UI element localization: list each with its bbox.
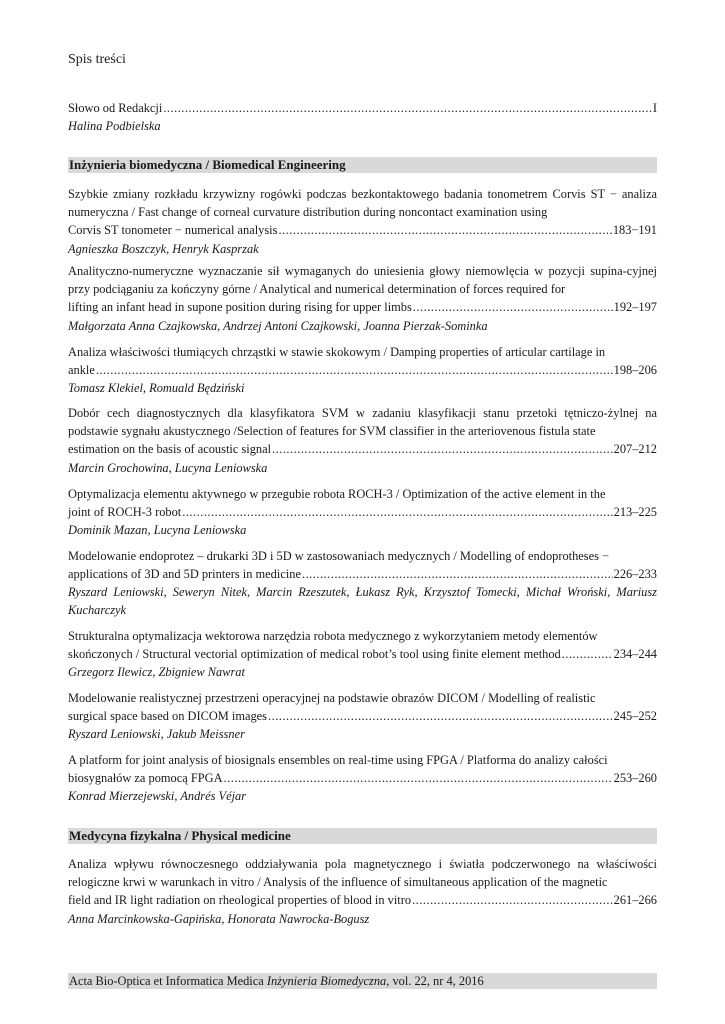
dot-leader: [224, 769, 613, 787]
entry-pages: 192–197: [613, 300, 657, 315]
toc-entry[interactable]: [68, 262, 657, 335]
editorial-author: Halina Podbielska: [68, 119, 161, 133]
entry-last-line: [68, 361, 657, 379]
entry-last-line: [68, 440, 657, 458]
page-title: Spis treści: [68, 52, 126, 67]
dot-leader: [412, 891, 613, 909]
toc-entry[interactable]: [68, 751, 657, 805]
toc-entry[interactable]: [68, 343, 657, 397]
toc-entry[interactable]: [68, 689, 657, 743]
entry-last-line: [68, 645, 657, 663]
footer-prefix: Acta Bio-Optica et Informatica Medica: [69, 974, 264, 988]
entry-text: Optymalizacja elementu aktywnego w przegubie robota ROCH-3 / Optimization of the active element in the: [68, 487, 606, 501]
dot-leader: [413, 298, 613, 316]
entry-pages: 207–212: [613, 442, 657, 457]
editorial-line: [68, 99, 657, 117]
entry-last-text: skończonych / Structural vectorial optimization of medical robot’s tool using finite element method: [68, 647, 561, 662]
entry-pages: 226–233: [613, 567, 657, 582]
section-heading-biomedical-engineering: Inżynieria biomedyczna / Biomedical Engineering: [68, 157, 657, 173]
entry-last-text: joint of ROCH-3 robot: [68, 505, 182, 520]
dot-leader: [272, 440, 613, 458]
entry-last-text: surgical space based on DICOM images: [68, 709, 268, 724]
entry-last-line: [68, 503, 657, 521]
entry-pages: 213–225: [613, 505, 657, 520]
entry-text: A platform for joint analysis of biosignals ensembles on real-time using FPGA / Platforma do analizy całości: [68, 753, 608, 767]
entry-authors: Dominik Mazan, Lucyna Leniowska: [68, 523, 247, 538]
entry-pages: 234–244: [613, 647, 657, 662]
entry-last-text: ankle: [68, 363, 95, 378]
editorial-entry: [68, 99, 657, 135]
entry-text: Strukturalna optymalizacja wektorowa narzędzia robota medycznego z wykorzytaniem metody elementów: [68, 629, 598, 643]
section-heading-physical-medicine: Medycyna fizykalna / Physical medicine: [68, 828, 657, 844]
entry-last-line: [68, 769, 657, 787]
entry-last-text: lifting an infant head in supone position during rising for upper limbs: [68, 300, 412, 315]
entry-text: Analiza właściwości tłumiących chrząstki w stawie skokowym / Damping properties of articular cartilage in: [68, 345, 606, 359]
entry-pages: 245–252: [613, 709, 657, 724]
entry-authors: Anna Marcinkowska-Gapińska, Honorata Nawrocka-Bogusz: [68, 911, 370, 926]
entry-authors: Małgorzata Anna Czajkowska, Andrzej Antoni Czajkowski, Joanna Pierzak-Sominka: [68, 318, 488, 333]
editorial-label: Słowo od Redakcji: [68, 101, 163, 115]
entry-pages: 183−191: [612, 223, 657, 238]
toc-entry[interactable]: [68, 485, 657, 539]
entry-text: Analiza wpływu równoczesnego oddziaływania pola magnetycznego i światła podczerwonego na właściwości relogiczne krwi w warunkach in vitro / Analysis of the influence of simultaneous application of the magnetic: [68, 857, 657, 890]
entry-text: Szybkie zmiany rozkładu krzywizny rogówki podczas bezkontaktowego badania tonometrem Corvis ST − analiza numeryczna / Fast change of corneal curvature distribution during noncontact examination using: [68, 187, 657, 220]
dot-leader: [562, 645, 613, 663]
entry-last-text: estimation on the basis of acoustic signal: [68, 442, 272, 457]
entry-authors: Tomasz Klekiel, Romuald Będziński: [68, 381, 245, 396]
toc-entry[interactable]: [68, 404, 657, 477]
entry-authors: Grzegorz Ilewicz, Zbigniew Nawrat: [68, 665, 245, 680]
entry-last-line: [68, 298, 657, 316]
entry-last-text: applications of 3D and 5D printers in medicine: [68, 567, 301, 582]
dot-leader: [278, 221, 611, 239]
footer-journal: Inżynieria Biomedyczna: [266, 974, 387, 988]
entry-text: Modelowanie realistycznej przestrzeni operacyjnej na podstawie obrazów DICOM / Modelling of realistic: [68, 691, 596, 705]
dot-leader: [182, 503, 612, 521]
entry-pages: 261–266: [613, 893, 657, 908]
entry-authors: Agnieszka Boszczyk, Henryk Kasprzak: [68, 241, 259, 256]
entry-authors: Ryszard Leniowski, Seweryn Nitek, Marcin Rzeszutek, Łukasz Ryk, Krzysztof Tomecki, Michał Wroński, Mariusz Kucharczyk: [68, 585, 657, 618]
editorial-page: I: [652, 101, 657, 115]
page-footer: [68, 973, 657, 989]
entry-last-text: field and IR light radiation on rheological properties of blood in vitro: [68, 893, 412, 908]
dot-leader: [268, 707, 613, 725]
entry-pages: 198–206: [613, 363, 657, 378]
entry-text: Dobór cech diagnostycznych dla klasyfikatora SVM w zadaniu klasyfikacji stanu przetoki tętniczo-żylnej na podstawie sygnału akustycznego /Selection of features for SVM classifier in the arteriovenous fistula state: [68, 406, 657, 439]
entry-last-text: Corvis ST tonometer − numerical analysis: [68, 223, 278, 238]
entry-last-line: [68, 891, 657, 909]
dot-leader: [302, 565, 613, 583]
entry-text: Analityczno-numeryczne wyznaczanie sił wymaganych do uniesienia głowy niemowlęcia w pozycji supina-cyjnej przy podciąganiu za kończyny górne / Analytical and numerical determination of forces required for: [68, 264, 657, 297]
entry-authors: Marcin Grochowina, Lucyna Leniowska: [68, 460, 268, 475]
footer-suffix: , vol. 22, nr 4, 2016: [386, 974, 484, 988]
entry-text: Modelowanie endoprotez – drukarki 3D i 5D w zastosowaniach medycznych / Modelling of endoprotheses −: [68, 549, 610, 563]
entry-last-line: [68, 221, 657, 239]
entry-last-text: biosygnałów za pomocą FPGA: [68, 771, 223, 786]
toc-entry[interactable]: [68, 185, 657, 258]
entry-authors: Ryszard Leniowski, Jakub Meissner: [68, 727, 245, 742]
dot-leader: [163, 99, 652, 117]
toc-entry[interactable]: [68, 855, 657, 928]
entry-last-line: [68, 707, 657, 725]
toc-entry[interactable]: [68, 547, 657, 619]
dot-leader: [96, 361, 613, 379]
entry-last-line: [68, 565, 657, 583]
entry-authors: Konrad Mierzejewski, Andrés Véjar: [68, 789, 247, 804]
entry-pages: 253–260: [613, 771, 657, 786]
toc-entry[interactable]: [68, 627, 657, 681]
